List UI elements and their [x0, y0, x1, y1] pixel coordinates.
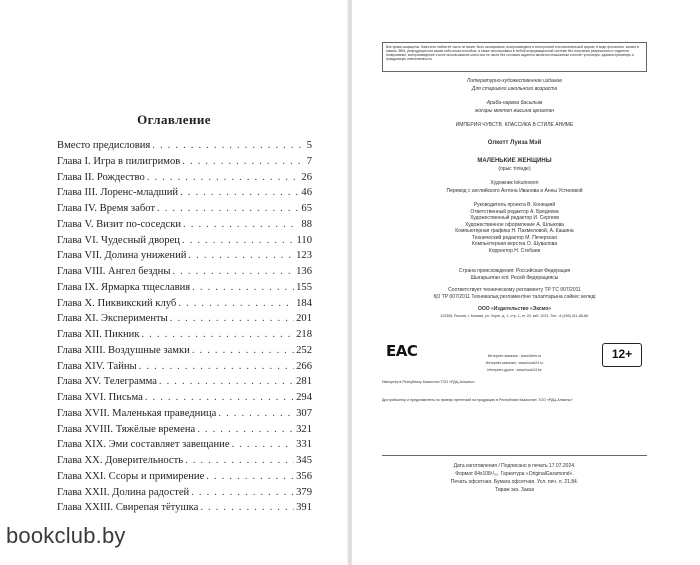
toc-leader-dots: [159, 376, 294, 387]
toc-entry-title: Глава IV. Время забот: [57, 203, 155, 214]
toc-entry-title: Глава XI. Эксперименты: [57, 313, 168, 325]
toc-entry-title: Глава XX. Доверительность: [57, 455, 184, 466]
toc-entry: [57, 203, 312, 219]
toc-entry-title: Глава X. Пиквикский клуб: [57, 297, 177, 309]
toc-entry-page: 391: [296, 502, 312, 514]
toc-leader-dots: [157, 203, 299, 214]
toc-leader-dots: [188, 250, 294, 261]
publisher-address: 123308, Россия, г. Москва, ул. Зорге, д. 1, стр. 1, эт. 20, каб. 2013. Тел.: 8 (495) 411-68-86.: [440, 314, 589, 318]
toc-entry: [57, 376, 312, 392]
credit-line: Ответственный редактор А. Бреднева: [470, 208, 559, 215]
importer-note: Импортёр в Республику Казахстан ТОО «РДЦ-Алматы».: [382, 380, 476, 384]
toc-entry: [57, 172, 312, 188]
toc-leader-dots: [183, 219, 299, 230]
toc-entry-title: Глава XXIII. Свирепая тётушка: [57, 502, 199, 514]
age-rating-badge: 12+: [602, 343, 642, 367]
book-title: МАЛЕНЬКИЕ ЖЕНЩИНЫ: [477, 158, 552, 164]
toc-leader-dots: [185, 455, 294, 466]
toc-entry-page: 345: [296, 455, 312, 466]
toc-entry: [57, 455, 312, 471]
kz-note-2: жоғары мектеп жасына арналған: [474, 108, 555, 114]
internet-store-2: Интернет-магазин : www.book24.ru: [485, 361, 544, 365]
toc-entry: [57, 235, 312, 251]
toc-entry-title: Глава XIV. Тайны: [57, 360, 137, 372]
credit-line: Корректор Н. Стебаев: [488, 247, 541, 254]
copyright-notice-box: Все права защищены. Книга или любая ее часть не может быть скопирована, воспроизведена в электронной или механической форме, в виде фотокопии, записи в память ЭВМ, репродукции или каким-либо иным способом, а также использована в любой информационной системе без получения разрешения от издателя. Копирование, воспроизведение и иное использование книги или ее части без согласия издателя является незаконным и влечет уголовную, административную и гражданскую ответственность.: [382, 42, 647, 72]
toc-leader-dots: [170, 313, 294, 324]
toc-entry: [57, 439, 312, 455]
toc-entry-page: 266: [296, 360, 312, 372]
toc-entry-page: 46: [301, 187, 312, 199]
toc-entry-title: Глава XVI. Письма: [57, 392, 143, 403]
compliance-line-2: ҚО ТР 007/2011 Техникалық регламентіне талаптарына сәйкес келеді: [433, 294, 596, 300]
toc-entry: [57, 298, 312, 314]
toc-title: Оглавление: [137, 112, 211, 127]
toc-entry-title: Глава I. Игра в пилигримов: [57, 155, 181, 167]
toc-entry: [57, 282, 312, 298]
toc-entry-title: Глава XXII. Долина радостей: [57, 486, 190, 498]
origin-line-1: Страна происхождения: Российская Федерация: [458, 268, 571, 274]
toc-entry-page: 136: [296, 266, 312, 277]
toc-leader-dots: [218, 408, 294, 419]
toc-entry-page: 110: [296, 234, 312, 246]
series-name: ИМПЕРИЯ ЧУВСТВ. КЛАССИКА В СТИЛЕ АНИМЕ: [455, 122, 574, 128]
credit-line: Руководитель проекта В. Конецкий: [473, 202, 556, 208]
toc-entry: [57, 471, 312, 487]
toc-leader-dots: [197, 424, 294, 435]
credit-line: Технический редактор М. Печерская: [472, 234, 557, 241]
toc-leader-dots: [180, 187, 299, 198]
publisher-name: ООО «Издательство «Эксмо»: [477, 306, 552, 312]
toc-entry-page: 26: [301, 171, 312, 183]
format-line: Формат 84x108¹/₃₂. Гарнитура «OriginalGaramond».: [455, 471, 574, 477]
credit-line: Компьютерная верстка О. Шувалова: [471, 241, 558, 247]
toc-leader-dots: [139, 361, 294, 372]
eac-mark-icon: ЕАС: [386, 342, 418, 360]
toc-entry: [57, 219, 312, 235]
toc-entry-page: 294: [296, 392, 312, 403]
toc-entry: [57, 187, 312, 203]
toc-entry-title: Глава XXI. Ссоры и примирение: [57, 470, 205, 482]
toc-entry-title: Глава XV. Телеграмма: [57, 376, 157, 388]
toc-entry: [57, 329, 312, 345]
toc-leader-dots: [182, 235, 295, 246]
internet-store-1: Интернет-магазин : www.litres.ru: [487, 354, 542, 358]
credit-line: Компьютерная графика Н. Пахмеловой, А. Кашина: [455, 228, 574, 234]
toc-entry-page: 5: [306, 140, 312, 151]
toc-entry: [57, 424, 312, 440]
toc-entry-title: Глава VIII. Ангел бездны: [57, 266, 171, 277]
credit-line: Художественный редактор И. Сергеев: [470, 215, 559, 221]
toc-leader-dots: [182, 156, 304, 167]
toc-entry-title: Глава VII. Долина унижений: [57, 250, 187, 262]
toc-entry-page: 155: [296, 281, 312, 293]
toc-entry-title: Глава XVIII. Тяжёлые времена: [57, 423, 196, 435]
toc-entry-page: 307: [296, 407, 312, 419]
toc-entry: [57, 156, 312, 172]
toc-leader-dots: [152, 140, 304, 151]
toc-list: [57, 140, 312, 518]
toc-entry: [57, 392, 312, 408]
print-line: Печать офсетная. Бумага офсетная. Усл. печ. л. 21,84.: [450, 479, 579, 485]
toc-entry-title: Глава XII. Пикник: [57, 329, 140, 340]
compliance-line-1: Соответствует техническому регламенту ТР ТС 007/2011: [448, 287, 581, 293]
toc-leader-dots: [232, 439, 295, 450]
toc-leader-dots: [192, 282, 294, 293]
toc-leader-dots: [192, 345, 294, 356]
toc-entry-title: Глава XIII. Воздушные замки: [57, 344, 190, 356]
toc-entry-page: 218: [296, 329, 312, 340]
toc-entry-page: 65: [301, 203, 312, 214]
toc-entry-title: Глава VI. Чудесный дворец: [57, 234, 180, 246]
watermark-logo: bookclub.by: [6, 523, 126, 548]
toc-entry-title: Вместо предисловия: [57, 140, 151, 151]
toc-entry-page: 184: [296, 297, 312, 309]
toc-entry-page: 252: [296, 344, 312, 356]
print-run-line: Тираж экз. Заказ: [495, 487, 534, 493]
toc-leader-dots: [172, 266, 294, 277]
toc-entry-page: 321: [296, 423, 312, 435]
toc-entry: [57, 345, 312, 361]
staff-credits: [382, 202, 647, 254]
toc-entry: [57, 408, 312, 424]
toc-entry: [57, 502, 312, 518]
toc-entry-page: 7: [306, 155, 312, 167]
toc-entry-page: 331: [296, 439, 312, 451]
left-page: [0, 0, 348, 565]
book-subtitle: (орыс тілінде): [498, 166, 531, 172]
toc-entry-page: 281: [296, 376, 312, 388]
toc-entry: [57, 361, 312, 377]
toc-entry-page: 201: [296, 313, 312, 325]
production-date: Дата изготовления / Подписано в печать 17.07.2024.: [453, 463, 576, 469]
toc-entry-page: 123: [296, 250, 312, 262]
origin-line-2: Шығарылған елі: Ресей Федерациясы: [470, 275, 559, 281]
artist-credit: Художник tokuinoeen: [490, 180, 539, 186]
credit-line: Художественное оформление А. Шлыкова: [465, 221, 564, 228]
toc-entry: [57, 313, 312, 329]
toc-leader-dots: [145, 392, 294, 403]
toc-leader-dots: [191, 487, 294, 498]
toc-entry: [57, 140, 312, 156]
toc-leader-dots: [141, 329, 294, 340]
genre-line-2: Для старшего школьного возраста: [471, 86, 558, 92]
genre-line-1: Литературно-художественное издание: [466, 78, 563, 84]
imprint-divider: [382, 455, 647, 456]
toc-entry-title: Глава III. Лоренс-младший: [57, 187, 179, 199]
toc-leader-dots: [206, 471, 294, 482]
toc-entry: [57, 250, 312, 266]
toc-entry-page: 356: [296, 470, 312, 482]
toc-leader-dots: [200, 502, 294, 513]
toc-entry-title: Глава II. Рождество: [57, 171, 145, 183]
toc-entry-title: Глава V. Визит по-соседски: [57, 218, 182, 230]
toc-entry: [57, 266, 312, 282]
translator-credit: Перевод с английского Антона Иванова и Анны Устиновой: [446, 188, 583, 194]
author-name: Олкотт Луиза Мэй: [487, 140, 542, 146]
toc-entry-title: Глава XVII. Маленькая праведница: [57, 407, 217, 419]
toc-leader-dots: [178, 298, 294, 309]
toc-entry-page: 379: [296, 486, 312, 498]
toc-leader-dots: [147, 172, 300, 183]
toc-entry-title: Глава IX. Ярмарка тщеславия: [57, 281, 191, 293]
toc-entry: [57, 487, 312, 503]
toc-entry-title: Глава XIX. Эми составляет завещание: [57, 439, 230, 451]
toc-entry-page: 88: [301, 218, 312, 230]
distributor-note: Дистрибьютор и представитель по приему претензий на продукцию в Республике Казахстан: ТОО «РДЦ-Алматы»: [382, 398, 573, 402]
internet-store-kz: Интернет-дүкен : www.book24.kz: [487, 368, 542, 372]
kz-note-1: Араба-нарвоа басылым: [486, 100, 543, 106]
